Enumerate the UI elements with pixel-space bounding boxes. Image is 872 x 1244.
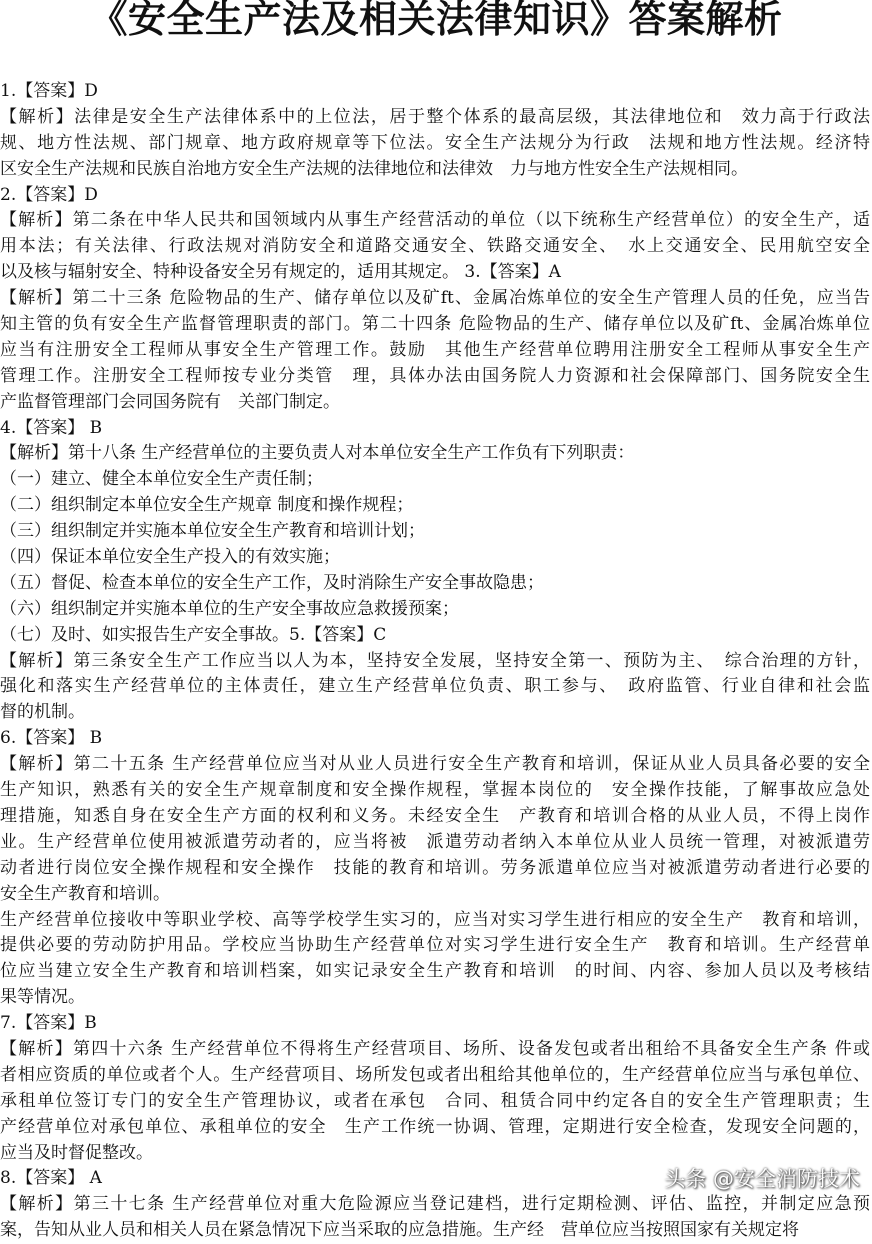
paragraph	[0, 467, 870, 493]
text-line: 【解析】第二十三条 危险物品的生产、储存单位以及矿ft、金属冶炼单位的安全生产管理人员的任免，应当告	[0, 288, 870, 309]
text-line: 果等情况。	[0, 987, 85, 1008]
text-line: 区安全生产法规和民族自治地方安全生产法规的法律地位和法律效 力与地方性安全生产法规相同。	[0, 158, 748, 179]
paragraph	[0, 908, 870, 1012]
text-line: 督的机制。	[0, 702, 85, 723]
paragraph	[0, 183, 870, 209]
paragraph	[0, 1192, 870, 1244]
text-line: 6.【答案】 B	[0, 728, 103, 749]
text-line: 生产经营单位接收中等职业学校、高等学校学生实习的，应当对实习学生进行相应的安全生产 教育和培训，	[0, 909, 870, 930]
text-line: 4.【答案】 B	[0, 417, 103, 438]
text-line: 案，告知从业人员和相关人员在紧急情况下应当采取的应急措施。生产经 营单位应当按照国家有关规定将	[0, 1220, 799, 1241]
document-title: 《安全生产法及相关法律知识》答案解析	[89, 0, 783, 41]
text-line: 【解析】第二条在中华人民共和国领域内从事生产经营活动的单位（以下统称生产经营单位）的安全生产，适	[0, 210, 870, 231]
paragraph	[0, 1037, 870, 1166]
text-line: 【解析】第四十六条 生产经营单位不得将生产经营项目、场所、设备发包或者出租给不具备安全生产条 件或	[0, 1038, 870, 1059]
text-line: （六）组织制定并实施本单位的生产安全事故应急救援预案；	[0, 598, 459, 619]
text-line: 动者进行岗位安全操作规程和安全操作 技能的教育和培训。劳务派遣单位应当对被派遣劳动者进行必要的	[0, 857, 870, 878]
text-line: 1.【答案】D	[0, 81, 98, 101]
text-line: 规、地方性法规、部门规章、地方政府规章等下位法。安全生产法规分为行政 法规和地方性法规。经济特	[0, 132, 870, 153]
paragraph	[0, 726, 870, 752]
paragraph	[0, 752, 870, 907]
paragraph	[0, 571, 870, 597]
text-line: （三）组织制定并实施本单位安全生产教育和培训计划；	[0, 521, 425, 542]
text-line: 管理工作。注册安全工程师按专业分类管 理，具体办法由国务院人力资源和社会保障部门、国务院安全生	[0, 365, 870, 386]
paragraph	[0, 545, 870, 571]
text-line: 以及核与辐射安全、特种设备安全另有规定的，适用其规定。 3.【答案】A	[0, 262, 561, 283]
text-line: 7.【答案】B	[0, 1013, 97, 1034]
paragraph	[0, 79, 870, 105]
text-line: 【解析】法律是安全生产法律体系中的上位法，居于整个体系的最高层级，其法律地位和 效力高于行政法	[0, 106, 870, 127]
text-line: 知主管的负有安全生产监督管理职责的部门。第二十四条 危险物品的生产、储存单位以及矿ft、金属冶炼单位	[0, 314, 870, 335]
text-line: （五）督促、检查本单位的安全生产工作，及时消除生产安全事故隐患；	[0, 572, 544, 593]
paragraph	[0, 493, 870, 519]
text-line: 位应当建立安全生产教育和培训档案，如实记录安全生产教育和培训 的时间、内容、参加人员以及考核结	[0, 961, 870, 982]
paragraph	[0, 441, 870, 467]
paragraph	[0, 597, 870, 623]
text-line: （四）保证本单位安全生产投入的有效实施；	[0, 547, 340, 568]
text-line: 安全生产教育和培训。	[0, 883, 170, 904]
text-line: （二）组织制定本单位安全生产规章 制度和操作规程；	[0, 495, 414, 516]
text-line: 理措施，知悉自身在安全生产方面的权利和义务。未经安全生 产教育和培训合格的从业人员，不得上岗作	[0, 805, 870, 826]
text-line: 应当有注册安全工程师从事安全生产管理工作。鼓励 其他生产经营单位聘用注册安全工程师从事安全生产	[0, 339, 870, 360]
text-line: 【解析】第三条安全生产工作应当以人为本，坚持安全发展，坚持安全第一、预防为主、 综合治理的方针，	[0, 650, 870, 671]
text-line: 应当及时督促整改。	[0, 1142, 153, 1163]
text-line: 【解析】第十八条 生产经营单位的主要负责人对本单位安全生产工作负有下列职责：	[0, 443, 635, 464]
text-line: 8.【答案】 A	[0, 1168, 102, 1189]
paragraph	[0, 623, 870, 649]
text-line: 【解析】第三十七条 生产经营单位对重大危险源应当登记建档，进行定期检测、评估、监控，并制定应急预	[0, 1194, 870, 1215]
paragraph	[0, 208, 870, 286]
text-line: 2.【答案】D	[0, 184, 98, 205]
text-line: （七）及时、如实报告生产安全事故。5.【答案】C	[0, 624, 387, 645]
text-line: 承租单位签订专门的安全生产管理协议，或者在承包 合同、租赁合同中约定各自的安全生产管理职责；生	[0, 1090, 870, 1111]
text-line: 强化和落实生产经营单位的主体责任，建立生产经营单位负责、职工参与、 政府监管、行业自律和社会监	[0, 676, 870, 697]
watermark: 头条 @安全消防技术	[664, 1167, 860, 1191]
paragraph	[0, 416, 870, 442]
text-line: 提供必要的劳动防护用品。学校应当协助生产经营单位对实习学生进行安全生产 教育和培训。生产经营单	[0, 935, 870, 956]
paragraph	[0, 519, 870, 545]
paragraph	[0, 286, 870, 415]
paragraph	[0, 105, 870, 183]
text-line: 者相应资质的单位或者个人。生产经营项目、场所发包或者出租给其他单位的，生产经营单位应当与承包单位、	[0, 1064, 870, 1085]
text-line: 产监督管理部门会同国务院有 关部门制定。	[0, 391, 340, 412]
text-line: 【解析】第二十五条 生产经营单位应当对从业人员进行安全生产教育和培训，保证从业人员具备必要的安全	[0, 754, 870, 775]
text-line: 产经营单位对承包单位、承租单位的安全 生产工作统一协调、管理，定期进行安全检查，发现安全问题的，	[0, 1116, 870, 1137]
paragraph	[0, 649, 870, 727]
text-line: 业。生产经营单位使用被派遣劳动者的，应当将被 派遣劳动者纳入本单位从业人员统一管理，对被派遣劳	[0, 831, 870, 852]
paragraph	[0, 1011, 870, 1037]
text-line: （一）建立、健全本单位安全生产责任制；	[0, 469, 323, 490]
document-body	[0, 79, 870, 1244]
text-line: 用本法；有关法律、行政法规对消防安全和道路交通安全、铁路交通安全、 水上交通安全、民用航空安全	[0, 236, 870, 257]
text-line: 生产知识，熟悉有关的安全生产规章制度和安全操作规程，掌握本岗位的 安全操作技能，了解事故应急处	[0, 780, 870, 801]
